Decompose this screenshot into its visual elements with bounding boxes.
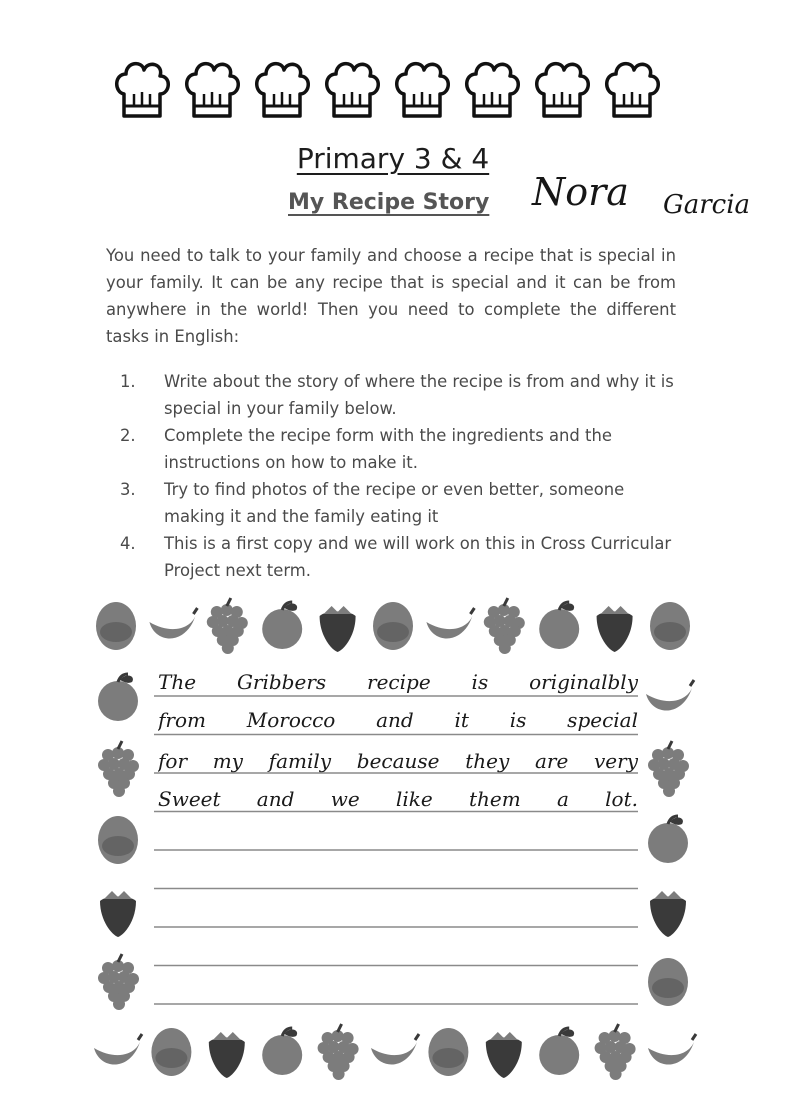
handwritten-line: for my family because they are very [158,749,638,773]
grapes-icon [595,1024,636,1080]
kiwi-icon [151,1028,191,1076]
task-number: 2. [120,426,136,445]
page-title: Primary 3 & 4 [296,142,490,175]
banana-icon [646,680,694,711]
task-number: 4. [120,534,136,553]
apple-icon [98,674,138,721]
grapes-icon [98,954,139,1010]
instructions-paragraph: You need to talk to your family and choose a recipe that is special in your family. It can be any recipe that is special and it can be from anywhere in the world! Then you need to complete the different tasks in English: [106,246,676,346]
task-text: Write about the story of where the recipe is from and why it is special in your family below. [164,372,674,418]
strawberry-icon [650,891,686,937]
handwritten-line: The Gribbers recipe is originalbly [158,670,638,694]
strawberry-icon [100,891,136,937]
task-text: This is a first copy and we will work on this in Cross Curricular Project next term. [164,534,672,580]
signature-last-name: Garcia [662,190,751,220]
grapes-icon [648,741,689,797]
grapes-icon [484,598,525,654]
apple-icon [539,1028,579,1075]
apple-icon [539,602,579,649]
signature-first-name: Nora [532,170,629,214]
kiwi-icon [648,958,688,1006]
grapes-icon [207,598,248,654]
strawberry-icon [320,606,356,652]
grapes-icon [318,1024,359,1080]
task-number: 1. [120,372,136,391]
kiwi-icon [98,816,138,864]
apple-icon [648,816,688,863]
apple-icon [262,1028,302,1075]
kiwi-icon [428,1028,468,1076]
banana-icon [371,1034,419,1065]
banana-icon [94,1034,142,1065]
handwritten-line: from Morocco and it is special [158,708,638,732]
banana-icon [426,608,474,639]
page-subtitle: My Recipe Story [288,190,490,215]
kiwi-icon [650,602,690,650]
banana-icon [648,1034,696,1065]
task-text: Try to find photos of the recipe or even better, someone making it and the family eating it [164,480,625,526]
handwritten-line: Sweet and we like them a lot. [158,787,638,811]
strawberry-icon [597,606,633,652]
grapes-icon [98,741,139,797]
task-text: Complete the recipe form with the ingredients and the instructions on how to make it. [164,426,612,472]
task-number: 3. [120,480,136,499]
apple-icon [262,602,302,649]
kiwi-icon [373,602,413,650]
kiwi-icon [96,602,136,650]
strawberry-icon [486,1032,522,1078]
banana-icon [149,608,197,639]
strawberry-icon [209,1032,245,1078]
